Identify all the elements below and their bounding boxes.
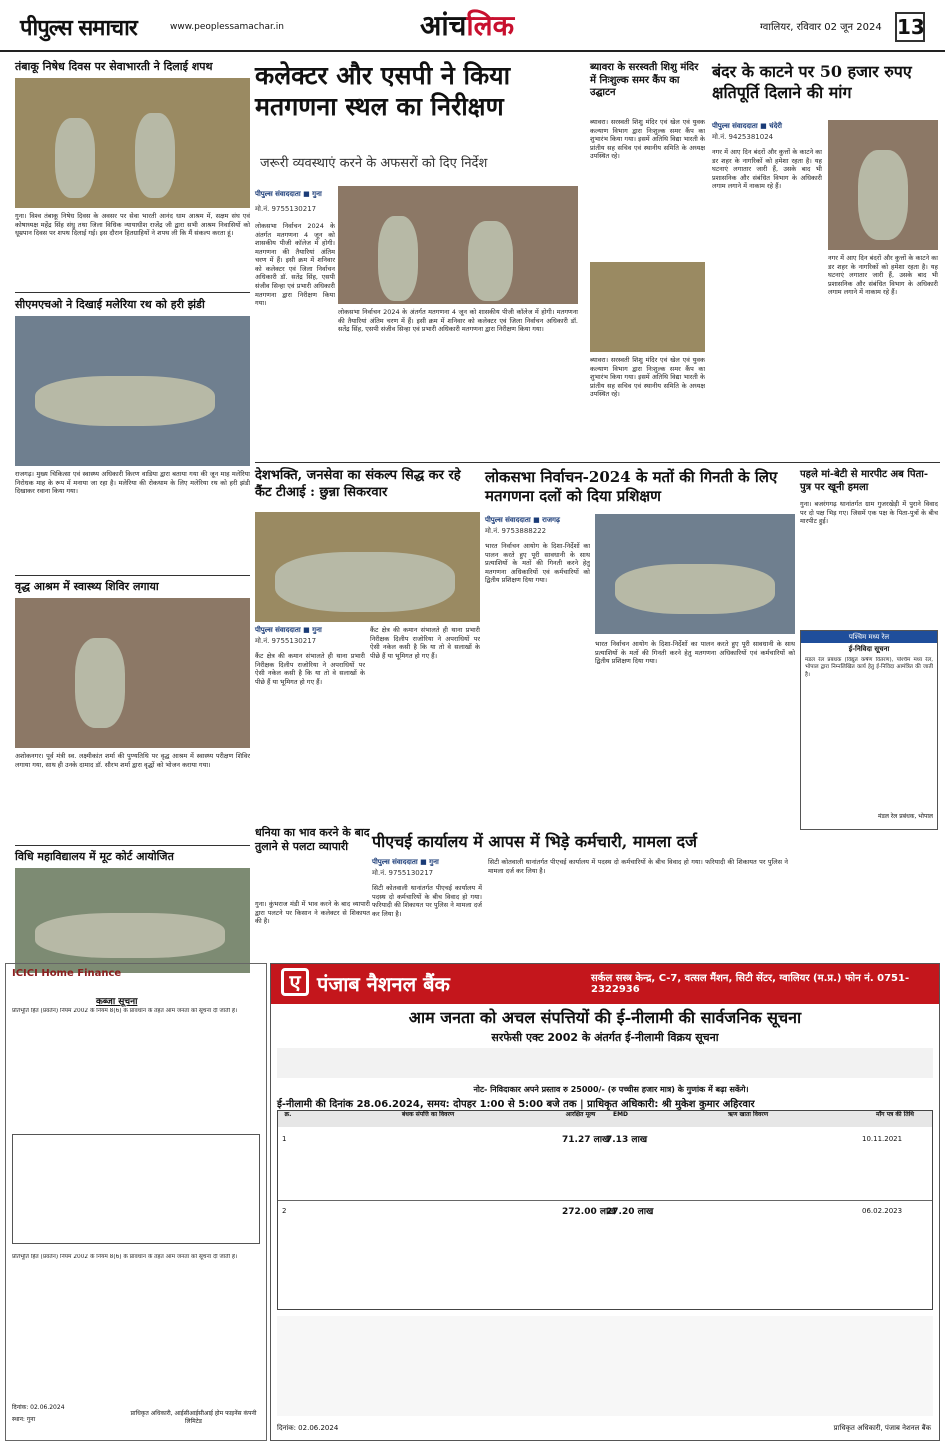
story-headline: वृद्ध आश्रम में स्वास्थ्य शिविर लगाया bbox=[15, 580, 159, 593]
story-body: गुना। बजरंगगढ़ थानांतर्गत ग्राम गुजरखेड़ी में पुराने विवाद पर दो पक्ष भिड़ गए। जिसमें एक पक्ष के पिता-पुत्रों के बीच मारपीट हुई। bbox=[800, 500, 938, 526]
story-body: ब्यावरा। सरस्वती शिशु मंदिर एवं खेल एवं युवक कल्याण विभाग द्वारा निःशुल्क समर कैंप का शुभारंभ किया गया। इसमें अतिथि विद्या भारती के प्रांतीय सह सचिव एवं स्थानीय समिति के अध्यक्ष उपस्थित रहे। bbox=[590, 118, 705, 161]
left-column bbox=[5, 60, 250, 960]
byline: पीपुल्स संवाददाता ■ गुना bbox=[255, 190, 322, 198]
icici-date: दिनांक: 02.06.2024 bbox=[12, 1404, 65, 1411]
story-body: कैंट क्षेत्र की कमान संभालते ही थाना प्रभारी निरीक्षक दिलीप राजोरिया ने अपराधियों पर ऐसी नकेल कसी है कि या तो वे सलाखों के पीछे हैं या भूमिगत हो गए हैं। bbox=[255, 652, 365, 686]
pnb-headline: आम जनता को अचल संपत्तियों की ई-नीलामी की सार्वजनिक सूचना bbox=[408, 1008, 802, 1027]
story-body-cont: ब्यावरा। सरस्वती शिशु मंदिर एवं खेल एवं युवक कल्याण विभाग द्वारा निःशुल्क समर कैंप का शुभारंभ किया गया। इसमें अतिथि विद्या भारती के प्रांतीय सह सचिव एवं स्थानीय समिति के अध्यक्ष उपस्थित रहे। bbox=[590, 356, 705, 399]
page-number: 13 bbox=[895, 12, 925, 42]
story-body: गुना। विश्व तंबाकू निषेध दिवस के अवसर पर सेवा भारती आनंद धाम आश्रम में, सक्षम संघ एवं कोषाध्यक्ष महेंद्र सिंह संधु तथा जिला विधिक न्यायाधीश राजेंद्र जी द्वारा सभी आश्रम निवासियों को धूम्रपान दिवस पर शपथ दिलाई गई। इस दौरान हितग्राहियों ने शपथ ली कि मैं संकल्प करता हूं। bbox=[15, 212, 250, 238]
story-body-cont: सिटी कोतवाली थानांतर्गत पीएचई कार्यालय में पदस्थ दो कर्मचारियों के बीच विवाद हो गया। फरियादी की शिकायत पर पुलिस ने मामला दर्ज कर लिया है। bbox=[488, 858, 788, 875]
pnb-address: सर्कल सस्त्र केन्द्र, C-7, वत्सल मैंशन, सिटी सेंटर, ग्वालियर (म.प्र.) फोन नं. 0751-2322936 bbox=[591, 973, 910, 995]
masthead bbox=[0, 0, 945, 52]
pnb-table bbox=[277, 1110, 933, 1310]
story-headline: सीएमएचओ ने दिखाई मलेरिया रथ को हरी झंडी bbox=[15, 298, 205, 311]
icici-body: प्रतिभूति हित (प्रवर्तन) नियम 2002 के नियम 8(6) के प्रावधान के तहत आम जनता को सूचना दी जाती है। bbox=[12, 1008, 238, 1014]
pnb-date: दिनांक: 02.06.2024 bbox=[277, 1424, 339, 1432]
story-body: अशोकनगर। पूर्व मंत्री स्व. लक्ष्मीकांत शर्मा की पुण्यतिथि पर वृद्ध आश्रम में स्वास्थ्य परीक्षण शिविर लगाया गया, साथ ही उनके दामाद डॉ. सौरभ शर्मा द्वारा वृद्धों को भोजन कराया गया। bbox=[15, 752, 250, 769]
story-headline: ब्यावरा के सरस्वती शिशु मंदिर में निःशुल्क समर कैंप का उद्घाटन bbox=[590, 62, 699, 98]
icici-notice-ad bbox=[5, 963, 267, 1441]
story-photo bbox=[828, 120, 938, 250]
pnb-sign: प्राधिकृत अधिकारी, पंजाब नेशनल बैंक bbox=[833, 1424, 931, 1432]
pnb-intro bbox=[277, 1048, 933, 1078]
ad-title: पश्चिम मध्य रेल bbox=[801, 631, 937, 643]
story-photo bbox=[15, 868, 250, 973]
lead-body: लोकसभा निर्वाचन 2024 के अंतर्गत मतगणना 4 जून को शासकीय पीजी कॉलेज में होगी। मतगणना की तैयारियां अंतिम चरण में हैं। इसी क्रम में शनिवार को कलेक्टर एवं जिला निर्वाचन अधिकारी डॉ. सतेंद्र सिंह, एसपी संजीव सिन्हा एवं प्रभारी अधिकारी मतगणना द्वारा निरीक्षण किया गया। bbox=[255, 222, 335, 308]
icici-place: स्थान: गुना bbox=[12, 1416, 36, 1423]
section-title: आंचलिक bbox=[420, 9, 515, 42]
story-headline: विधि महाविद्यालय में मूट कोर्ट आयोजित bbox=[15, 850, 174, 863]
pnb-logo-icon: ए bbox=[281, 968, 309, 996]
lead-headline: कलेक्टर और एसपी ने किया मतगणना स्थल का निरीक्षण bbox=[255, 61, 511, 122]
byline-mobile: मो.नं. 9755130217 bbox=[372, 869, 434, 877]
byline-mobile: मो.नं. 9755130217 bbox=[255, 205, 317, 213]
icici-sign: प्राधिकृत अधिकारी, आईसीआईसीआई होम फाइनेंस कंपनी लिमिटेड bbox=[130, 1410, 257, 1425]
story-headline: पहले मां-बेटी से मारपीट अब पिता-पुत्र पर खूनी हमला bbox=[800, 469, 929, 493]
pnb-terms bbox=[277, 1316, 933, 1416]
story-headline: पीएचई कार्यालय में आपस में भिड़े कर्मचारी, मामला दर्ज bbox=[372, 832, 698, 851]
story-body-cont: भारत निर्वाचन आयोग के दिशा-निर्देशों का पालन करते हुए पूरी सावधानी के साथ प्रत्याशियों के मतों की गिनती करने हेतु मतगणना अधिकारियों एवं कर्मचारियों को द्वितीय प्रशिक्षण दिया गया। bbox=[595, 640, 795, 666]
byline-mobile: मो.नं. 9753888222 bbox=[485, 527, 547, 535]
pnb-bank-name: पंजाब नैशनल बैंक bbox=[317, 972, 450, 996]
byline: पीपुल्स संवाददाता ■ गुना bbox=[255, 626, 322, 634]
website-link[interactable]: www.peoplessamachar.in bbox=[170, 22, 284, 32]
pnb-banner bbox=[271, 964, 939, 1004]
story-body-cont: नगर में आए दिन बंदरों और कुत्तों के काटने का डर शहर के नागरिकों को हमेशा रहता है। यह घटनाएं लगातार जारी हैं, उसके बाद भी प्रशासनिक और संबंधित विभाग के अधिकारी लगाम लगाने में नाकाम रहे हैं। bbox=[828, 254, 938, 297]
story-photo bbox=[590, 262, 705, 352]
lead-photo bbox=[338, 186, 578, 304]
story-photo bbox=[255, 512, 480, 622]
story-photo bbox=[15, 316, 250, 466]
story-headline: तंबाकू निषेध दिवस पर सेवाभारती ने दिलाई शपथ bbox=[15, 60, 213, 73]
story-photo bbox=[15, 78, 250, 208]
pnb-subheadline: सरफेसी एक्ट 2002 के अंतर्गत ई-नीलामी विक्रय सूचना bbox=[491, 1031, 719, 1044]
lead-deck: जरूरी व्यवस्थाएं करने के अफसरों को दिए निर्देश bbox=[260, 156, 488, 171]
byline: पीपुल्स संवाददाता ■ राजगढ़ bbox=[485, 516, 560, 524]
icici-body-cont: प्रतिभूति हित (प्रवर्तन) नियम 2002 के नियम 8(6) के प्रावधान के तहत आम जनता को सूचना दी जाती है। bbox=[12, 1254, 238, 1260]
story-headline: धनिया का भाव करने के बाद तुलाने से पलटा व्यापारी bbox=[255, 826, 370, 854]
ad-subtitle: ई-निविदा सूचना bbox=[848, 645, 890, 653]
ad-body: मंडल रेल प्रबंधक (विद्युत कर्षण वितरण), पश्चिम मध्य रेल, भोपाल द्वारा निम्नलिखित कार्य हेतु ई-निविदा आमंत्रित की जाती है। bbox=[805, 657, 933, 678]
pnb-auction-line: ई-नीलामी की दिनांक 28.06.2024, समय: दोपहर 1:00 से 5:00 बजे तक | प्राधिकृत अधिकारी: श्री मुकेश कुमार अहिरवार bbox=[277, 1099, 755, 1110]
byline: पीपुल्स संवाददाता ■ चंदेरी bbox=[712, 122, 782, 130]
icici-table bbox=[12, 1134, 260, 1244]
table-row: 1 71.27 लाख 7.13 लाख 10.11.2021 bbox=[278, 1131, 932, 1201]
story-headline: देशभक्ति, जनसेवा का संकल्प सिद्ध कर रहे कैंट टीआई : छुन्ना सिकरवार bbox=[255, 468, 461, 500]
pnb-note: नोट- निविदाकार अपने प्रस्ताव रु 25000/- (रु पच्चीस हजार मात्र) के गुणांक में बढ़ा सकेंगे। bbox=[473, 1085, 749, 1094]
story-body: राजगढ़। मुख्य चिकित्सा एवं स्वास्थ्य अधिकारी किरण वाडिया द्वारा बताया गया की जून माह मलेरिया निरोधक माह के रूप में मनाया जा रहा है। मलेरिया की रोकथाम के लिए मलेरिया रथ को हरी झंडी दिखाकर रवाना किया गया। bbox=[15, 470, 250, 496]
story-body: नगर में आए दिन बंदरों और कुत्तों के काटने का डर शहर के नागरिकों को हमेशा रहता है। यह घटनाएं लगातार जारी हैं, उसके बाद भी प्रशासनिक और संबंधित विभाग के अधिकारी लगाम लगाने में नाकाम रहे हैं। bbox=[712, 148, 822, 191]
dateline: ग्वालियर, रविवार 02 जून 2024 bbox=[760, 22, 882, 33]
railway-tender-ad bbox=[800, 630, 938, 830]
story-photo bbox=[595, 514, 795, 634]
ad-footer: मंडल रेल प्रबंधक, भोपाल bbox=[878, 813, 933, 820]
byline-mobile: मो.नं. 9755130217 bbox=[255, 637, 317, 645]
story-photo bbox=[15, 598, 250, 748]
icici-title: कब्जा सूचना bbox=[96, 997, 138, 1007]
icici-brand: ICICI Home Finance bbox=[12, 968, 122, 979]
table-row: 2 272.00 लाख 27.20 लाख 06.02.2023 bbox=[282, 1207, 903, 1217]
byline-mobile: मो.नं. 9425381024 bbox=[712, 133, 774, 141]
pnb-table-header: क्र. बंधक संपत्ति का विवरण आरक्षित मूल्य EMD ऋण खाता विवरण माँग पत्र की तिथि bbox=[278, 1111, 932, 1127]
newspaper-logo: पीपुल्स समाचार bbox=[20, 15, 137, 41]
story-headline: लोकसभा निर्वाचन-2024 के मतों की गिनती के लिए मतगणना दलों को दिया प्रशिक्षण bbox=[485, 468, 778, 505]
story-body: सिटी कोतवाली थानांतर्गत पीएचई कार्यालय में पदस्थ दो कर्मचारियों के बीच विवाद हो गया। फरियादी की शिकायत पर पुलिस ने मामला दर्ज कर लिया है। bbox=[372, 884, 482, 918]
story-headline: बंदर के काटने पर 50 हजार रुपए क्षतिपूर्ति दिलाने की मांग bbox=[712, 62, 912, 102]
pnb-auction-ad bbox=[270, 963, 940, 1441]
story-body: गुना। कुंभराज मंडी में भाव करने के बाद व्यापारी द्वारा पलटने पर किसान ने कलेक्टर से शिकायत की है। bbox=[255, 900, 370, 926]
story-body-cont: कैंट क्षेत्र की कमान संभालते ही थाना प्रभारी निरीक्षक दिलीप राजोरिया ने अपराधियों पर ऐसी नकेल कसी है कि या तो वे सलाखों के पीछे हैं या भूमिगत हो गए हैं। bbox=[370, 626, 480, 660]
story-body: भारत निर्वाचन आयोग के दिशा-निर्देशों का पालन करते हुए पूरी सावधानी के साथ प्रत्याशियों के मतों की गिनती करने हेतु मतगणना अधिकारियों एवं कर्मचारियों को द्वितीय प्रशिक्षण दिया गया। bbox=[485, 542, 590, 585]
lead-body-cont: लोकसभा निर्वाचन 2024 के अंतर्गत मतगणना 4 जून को शासकीय पीजी कॉलेज में होगी। मतगणना की तैयारियां अंतिम चरण में हैं। इसी क्रम में शनिवार को कलेक्टर एवं जिला निर्वाचन अधिकारी डॉ. सतेंद्र सिंह, एसपी संजीव सिन्हा एवं प्रभारी अधिकारी मतगणना द्वारा निरीक्षण किया गया। bbox=[338, 308, 578, 334]
byline: पीपुल्स संवाददाता ■ गुना bbox=[372, 858, 439, 866]
